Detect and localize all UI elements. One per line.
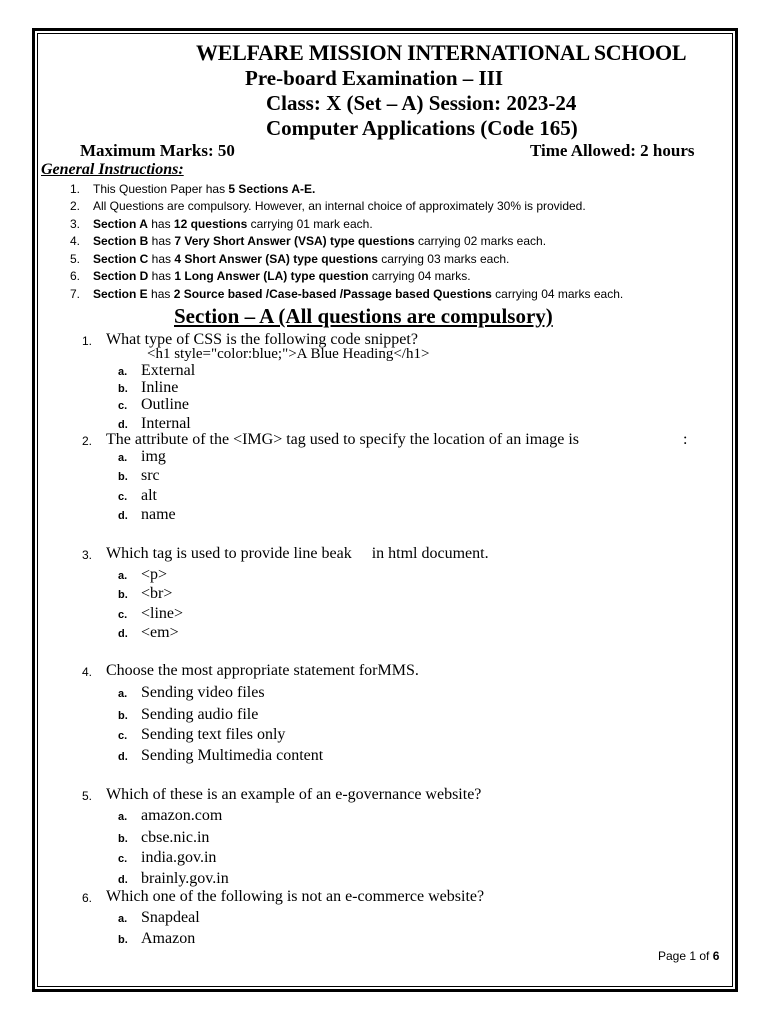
instruction-text-part: has xyxy=(147,217,174,231)
option-text: Sending Multimedia content xyxy=(141,747,324,764)
class-session: Class: X (Set – A) Session: 2023-24 xyxy=(266,91,577,115)
question-blank-suffix: : xyxy=(683,431,688,448)
instruction-text xyxy=(93,234,546,248)
option-label: c. xyxy=(118,730,128,742)
option-label: d. xyxy=(118,419,128,431)
option-label: c. xyxy=(118,609,128,621)
instruction-number: 2. xyxy=(70,199,81,213)
option-text: Inline xyxy=(141,379,179,396)
instruction-text-part: Section D xyxy=(93,269,149,283)
option-label: c. xyxy=(118,853,128,865)
option-text: cbse.nic.in xyxy=(141,829,210,846)
instruction-text-part: Section A xyxy=(93,217,148,231)
question-number: 2. xyxy=(82,434,93,448)
option-label: d. xyxy=(118,628,128,640)
option-label: b. xyxy=(118,710,128,722)
maximum-marks: Maximum Marks: 50 xyxy=(80,141,235,160)
option-text: Outline xyxy=(141,396,189,413)
option-text: Sending text files only xyxy=(141,726,286,743)
option-label: a. xyxy=(118,366,128,378)
option-label: a. xyxy=(118,452,128,464)
option-label: b. xyxy=(118,934,128,946)
subject-title: Computer Applications (Code 165) xyxy=(266,116,578,140)
instruction-text-part: carrying 01 mark each. xyxy=(247,217,373,231)
option-text: Sending audio file xyxy=(141,706,259,723)
instruction-text-part: carrying 04 marks. xyxy=(368,269,471,283)
instruction-text-part: 5 Sections A-E. xyxy=(228,182,316,196)
instruction-number: 4. xyxy=(70,234,81,248)
option-label: b. xyxy=(118,383,128,395)
option-label: a. xyxy=(118,913,128,925)
option-text: brainly.gov.in xyxy=(141,870,229,887)
option-label: a. xyxy=(118,570,128,582)
option-text: Sending video files xyxy=(141,684,265,701)
option-text: <line> xyxy=(141,605,184,622)
instruction-text xyxy=(93,287,623,301)
instruction-number: 6. xyxy=(70,269,81,283)
instruction-text-part: 7 Very Short Answer (VSA) type questions xyxy=(174,234,415,248)
instruction-text xyxy=(93,252,509,266)
instruction-text xyxy=(93,269,471,283)
question-text: The attribute of the <IMG> tag used to specify the location of an image is xyxy=(106,431,580,448)
option-text: india.gov.in xyxy=(141,849,217,866)
option-label: a. xyxy=(118,688,128,700)
instruction-text-part: 4 Short Answer (SA) type questions xyxy=(174,252,378,266)
option-label: d. xyxy=(118,751,128,763)
option-text: Internal xyxy=(141,415,191,432)
instruction-text-part: 2 Source based /Case-based /Passage based Questions xyxy=(173,287,492,301)
instruction-number: 7. xyxy=(70,287,81,301)
option-text: Snapdeal xyxy=(141,909,200,926)
question-text: Which one of the following is not an e-commerce website? xyxy=(106,888,485,905)
option-text: <br> xyxy=(141,585,173,602)
instruction-text-part: carrying 02 marks each. xyxy=(414,234,547,248)
time-allowed: Time Allowed: 2 hours xyxy=(530,141,695,160)
instruction-text xyxy=(93,182,315,196)
question-text: What type of CSS is the following code snippet? xyxy=(106,331,418,348)
question-text: Choose the most appropriate statement forMMS. xyxy=(106,662,419,679)
general-instructions-title: General Instructions: xyxy=(41,161,184,178)
instruction-number: 1. xyxy=(70,182,81,196)
option-label: c. xyxy=(118,491,128,503)
option-text: amazon.com xyxy=(141,807,223,824)
instruction-number: 3. xyxy=(70,217,81,231)
instruction-text xyxy=(93,217,373,231)
option-label: a. xyxy=(118,811,128,823)
instruction-text-part: has xyxy=(148,252,175,266)
option-label: b. xyxy=(118,471,128,483)
code-snippet: <h1 style="color:blue;">A Blue Heading</h1> xyxy=(147,346,430,362)
instruction-text-part: Section E xyxy=(93,287,148,301)
instruction-text xyxy=(93,199,586,213)
option-label: b. xyxy=(118,833,128,845)
option-label: d. xyxy=(118,510,128,522)
option-text: <em> xyxy=(141,624,179,641)
instruction-number: 5. xyxy=(70,252,81,266)
question-number: 1. xyxy=(82,334,93,348)
section-a-title: Section – A (All questions are compulsory) xyxy=(174,304,553,328)
question-text: Which of these is an example of an e-governance website? xyxy=(106,786,482,803)
school-name: WELFARE MISSION INTERNATIONAL SCHOOL xyxy=(196,40,687,65)
question-number: 6. xyxy=(82,891,93,905)
instruction-text-part: Section B xyxy=(93,234,149,248)
option-label: b. xyxy=(118,589,128,601)
instruction-text-part: has xyxy=(148,234,175,248)
option-text: name xyxy=(141,506,176,523)
question-number: 5. xyxy=(82,789,93,803)
instruction-text-part: Section C xyxy=(93,252,149,266)
instruction-text-part: has xyxy=(147,287,174,301)
instruction-text-part: carrying 03 marks each. xyxy=(377,252,510,266)
option-label: c. xyxy=(118,400,128,412)
instruction-text-part: All Questions are compulsory. However, an internal choice of approximately 30% is provided. xyxy=(93,199,586,213)
instruction-text-part: 12 questions xyxy=(173,217,248,231)
question-number: 4. xyxy=(82,665,93,679)
exam-title: Pre-board Examination – III xyxy=(245,66,504,90)
option-text: <p> xyxy=(141,566,168,583)
question-number: 3. xyxy=(82,548,93,562)
page-number: Page 1 of 6 xyxy=(658,949,720,963)
instruction-text-part: has xyxy=(148,269,175,283)
option-text: img xyxy=(141,448,166,465)
instruction-text-part: This Question Paper has xyxy=(93,182,229,196)
option-text: src xyxy=(141,467,160,484)
instruction-text-part: 1 Long Answer (LA) type question xyxy=(174,269,369,283)
instruction-text-part: carrying 04 marks each. xyxy=(491,287,624,301)
question-text: Which tag is used to provide line beak in html document. xyxy=(106,545,489,562)
option-text: Amazon xyxy=(141,930,196,947)
option-label: d. xyxy=(118,874,128,886)
option-text: External xyxy=(141,362,196,379)
option-text: alt xyxy=(141,487,157,504)
